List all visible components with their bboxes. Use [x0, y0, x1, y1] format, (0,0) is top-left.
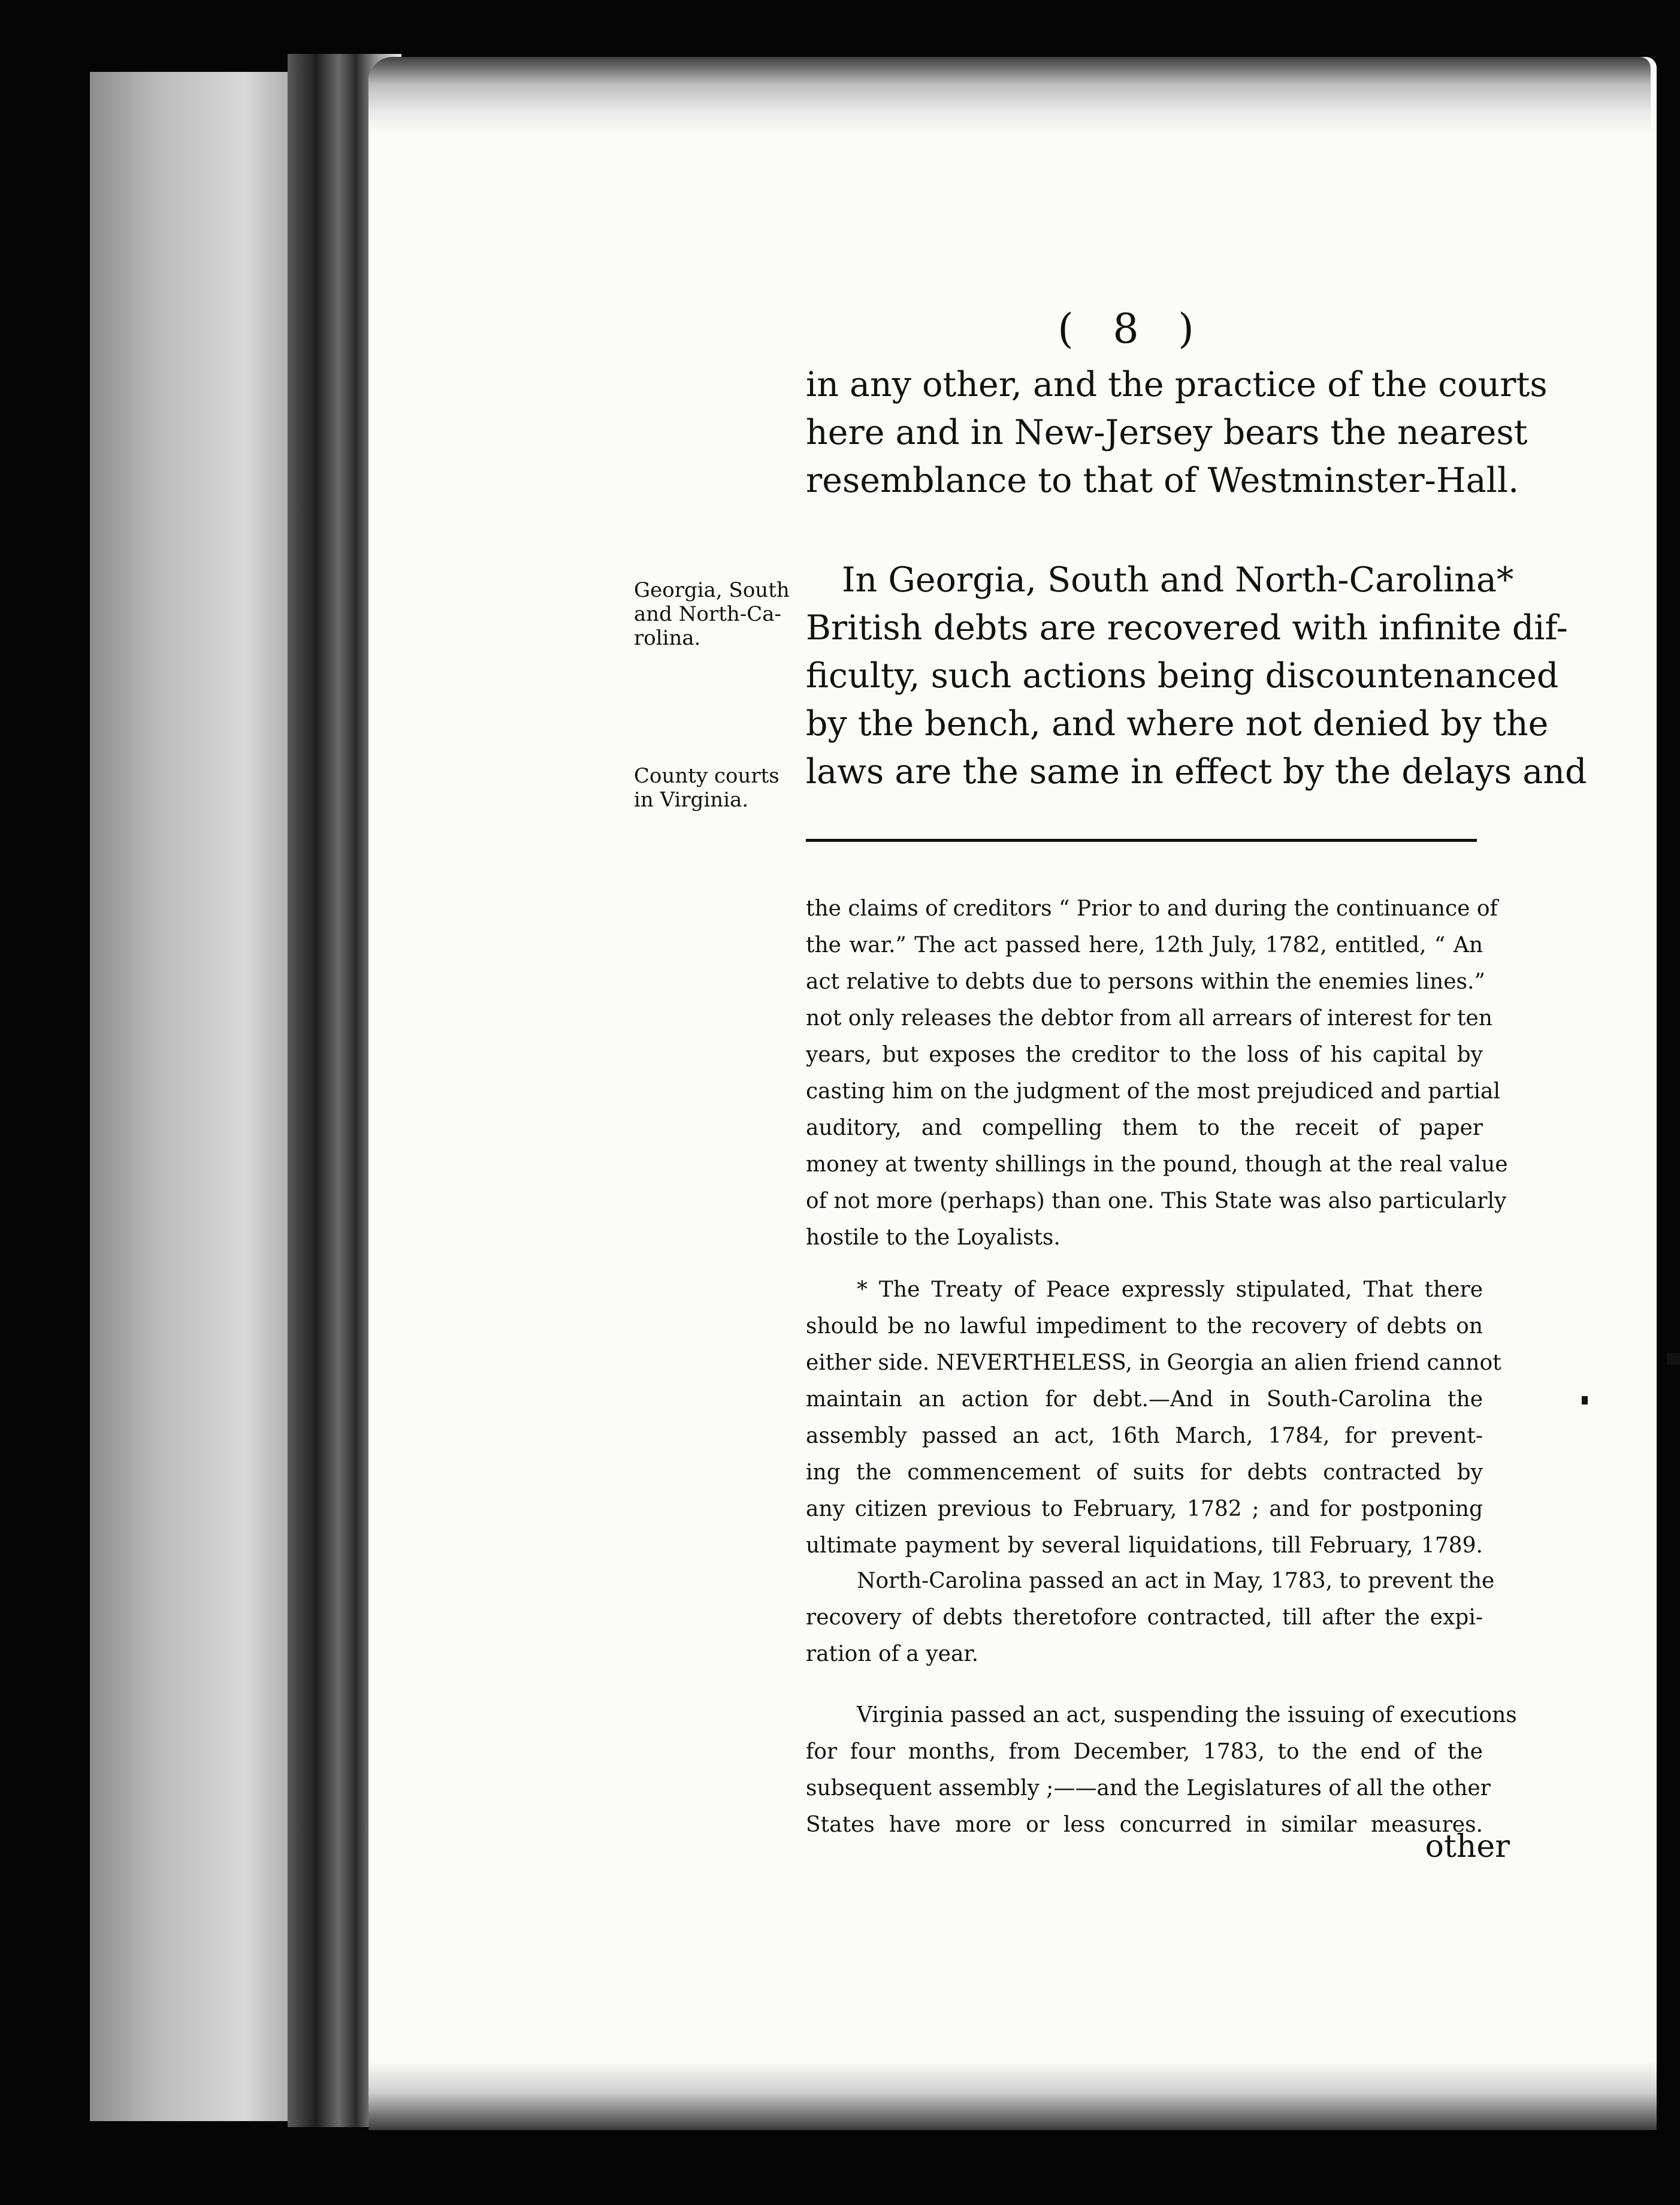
sidenote-line: County courts	[634, 764, 779, 788]
footnote-line: any citizen previous to February, 1782 ; and for postponing	[806, 1497, 1483, 1521]
sidenote-line: and North-Ca-	[634, 602, 782, 626]
footnote-line: the war.” The act passed here, 12th July, 1782, entitled, “ An	[806, 933, 1483, 957]
footnote-line: hostile to the Loyalists.	[806, 1225, 1060, 1250]
footnote-line: years, but exposes the creditor to the loss of his capital by	[806, 1043, 1483, 1067]
page-top-edge	[368, 57, 1651, 135]
sidenote-virginia	[634, 764, 796, 812]
footnote-line: should be no lawful impediment to the recovery of debts on	[806, 1314, 1483, 1339]
footnote-line: casting him on the judgment of the most prejudiced and partial	[806, 1079, 1500, 1104]
footnote-line: Virginia passed an act, suspending the issuing of executions	[857, 1703, 1517, 1727]
sidenote-georgia	[634, 578, 796, 650]
text-line: laws are the same in effect by the delays and	[806, 752, 1587, 792]
footnote-line: of not more (perhaps) than one. This State was also particularly	[806, 1189, 1507, 1213]
footnote-line: auditory, and compelling them to the receit of paper	[806, 1116, 1483, 1140]
footnote-line: assembly passed an act, 16th March, 1784, for prevent-	[806, 1424, 1483, 1448]
text-line: In Georgia, South and North-Carolina*	[842, 560, 1514, 600]
text-line: ficulty, such actions being discountenanced	[806, 656, 1559, 696]
footnote-line: act relative to debts due to persons within the enemies lines.”	[806, 969, 1485, 994]
footnote-line: * The Treaty of Peace expressly stipulated, That there	[857, 1277, 1483, 1302]
page-number: ( 8 )	[1057, 306, 1207, 353]
footnote-rule	[806, 839, 1477, 842]
footnote-line: maintain an action for debt.—And in South-Carolina the	[806, 1387, 1483, 1412]
sidenote-line: rolina.	[634, 626, 701, 650]
page-bottom-edge	[368, 2061, 1657, 2130]
text-line: British debts are recovered with infinite dif-	[806, 608, 1568, 648]
margin-mark	[1667, 1353, 1680, 1365]
text-line: resemblance to that of Westminster-Hall.	[806, 461, 1519, 500]
footnote-north-carolina	[806, 1563, 1495, 1672]
main-paragraph-2	[806, 556, 1587, 796]
catchword: other	[1425, 1829, 1510, 1865]
footnote-line: States have more or less concurred in similar measures.	[806, 1813, 1483, 1837]
footnote-line: either side. NEVERTHELESS, in Georgia an alien friend cannot	[806, 1351, 1501, 1375]
footnote-line: recovery of debts theretofore contracted, till after the expi-	[806, 1605, 1483, 1630]
footnote-line: not only releases the debtor from all arrears of interest for ten	[806, 1006, 1492, 1031]
footnote-line: money at twenty shillings in the pound, though at the real value	[806, 1152, 1508, 1177]
footnote-line: the claims of creditors “ Prior to and during the continuance of	[806, 896, 1498, 921]
footnote-line: subsequent assembly ;——and the Legislatures of all the other	[806, 1776, 1491, 1801]
footnote-line: ration of a year.	[806, 1642, 979, 1666]
footnote-continued	[806, 890, 1508, 1256]
main-paragraph-1	[806, 361, 1548, 505]
text-line: by the bench, and where not denied by the	[806, 704, 1549, 744]
text-line: here and in New-Jersey bears the nearest	[806, 413, 1528, 452]
footnote-virginia	[806, 1697, 1517, 1843]
text-line: in any other, and the practice of the courts	[806, 365, 1548, 404]
footnote-treaty	[806, 1271, 1501, 1564]
footnote-line: North-Carolina passed an act in May, 1783, to prevent the	[857, 1569, 1495, 1593]
sidenote-line: in Virginia.	[634, 788, 749, 812]
margin-mark	[1582, 1396, 1588, 1404]
footnote-line: ing the commencement of suits for debts contracted by	[806, 1460, 1483, 1485]
footnote-line: for four months, from December, 1783, to the end of the	[806, 1739, 1483, 1764]
sidenote-line: Georgia, South	[634, 578, 790, 602]
footnote-line: ultimate payment by several liquidations, till February, 1789.	[806, 1533, 1483, 1558]
